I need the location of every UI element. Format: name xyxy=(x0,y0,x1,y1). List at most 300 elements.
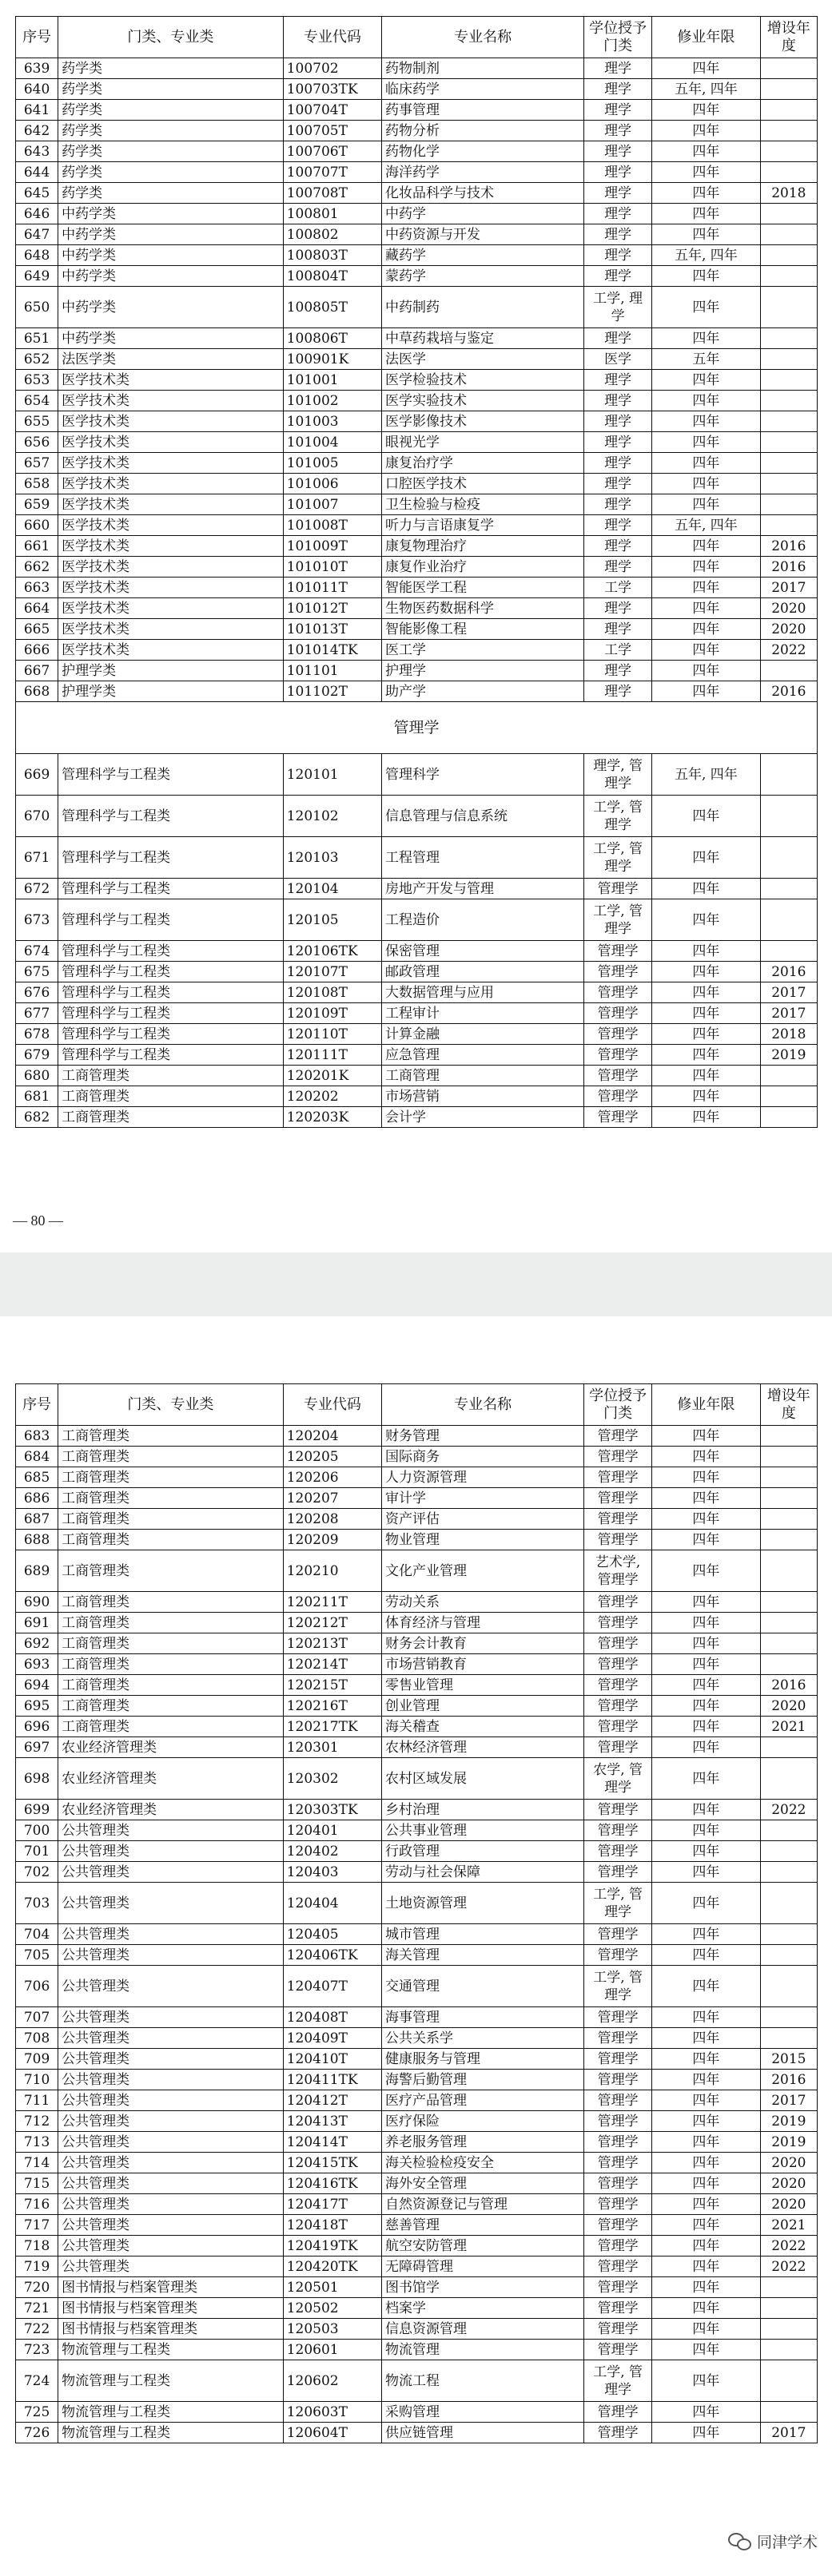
row-code: 101011T xyxy=(283,578,381,598)
majors-table-page-80 xyxy=(15,16,818,1128)
table-row xyxy=(16,1820,818,1841)
row-category: 工商管理类 xyxy=(58,1550,284,1592)
row-seq: 686 xyxy=(16,1488,58,1509)
row-years: 四年 xyxy=(652,1883,761,1924)
row-added: 2022 xyxy=(760,640,817,661)
row-category: 工商管理类 xyxy=(58,1086,284,1107)
row-category: 公共管理类 xyxy=(58,2153,284,2173)
row-category: 图书情报与档案管理类 xyxy=(58,2298,284,2319)
row-category: 中药学类 xyxy=(58,266,284,287)
row-code: 101008T xyxy=(283,515,381,536)
row-seq: 669 xyxy=(16,754,58,796)
row-name: 海事管理 xyxy=(381,2007,583,2028)
row-name: 医疗产品管理 xyxy=(381,2090,583,2111)
row-years: 四年 xyxy=(652,598,761,619)
row-code: 120405 xyxy=(283,1924,381,1945)
row-code: 120103 xyxy=(283,837,381,879)
row-added xyxy=(760,1613,817,1633)
row-category: 医学技术类 xyxy=(58,557,284,578)
header-seq: 序号 xyxy=(16,17,58,58)
row-code: 120105 xyxy=(283,899,381,941)
row-added xyxy=(760,2340,817,2360)
row-degree: 理学 xyxy=(584,432,652,453)
table-row xyxy=(16,2402,818,2423)
row-seq: 683 xyxy=(16,1426,58,1447)
row-seq: 687 xyxy=(16,1509,58,1530)
row-name: 供应链管理 xyxy=(381,2423,583,2443)
row-added xyxy=(760,266,817,287)
page-gap xyxy=(0,1252,832,1316)
row-added: 2016 xyxy=(760,2070,817,2090)
row-degree: 管理学 xyxy=(584,1841,652,1862)
row-added xyxy=(760,879,817,899)
row-code: 120111T xyxy=(283,1045,381,1066)
row-years: 四年 xyxy=(652,962,761,982)
row-name: 会计学 xyxy=(381,1107,583,1128)
row-category: 物流管理与工程类 xyxy=(58,2423,284,2443)
table-row xyxy=(16,1717,818,1737)
row-category: 工商管理类 xyxy=(58,1675,284,1696)
row-seq: 691 xyxy=(16,1613,58,1633)
row-category: 公共管理类 xyxy=(58,1841,284,1862)
row-seq: 666 xyxy=(16,640,58,661)
row-category: 工商管理类 xyxy=(58,1530,284,1550)
row-degree: 管理学 xyxy=(584,2256,652,2277)
row-category: 药学类 xyxy=(58,79,284,100)
row-degree: 管理学 xyxy=(584,2111,652,2132)
row-degree: 工学 xyxy=(584,640,652,661)
row-name: 海外安全管理 xyxy=(381,2173,583,2194)
row-added: 2021 xyxy=(760,2215,817,2236)
row-seq: 717 xyxy=(16,2215,58,2236)
row-added: 2020 xyxy=(760,619,817,640)
row-code: 120414T xyxy=(283,2132,381,2153)
row-seq: 647 xyxy=(16,224,58,245)
row-years: 五年, 四年 xyxy=(652,754,761,796)
row-name: 公共关系学 xyxy=(381,2028,583,2049)
row-seq: 702 xyxy=(16,1862,58,1883)
row-category: 中药学类 xyxy=(58,204,284,224)
row-category: 医学技术类 xyxy=(58,411,284,432)
row-code: 101010T xyxy=(283,557,381,578)
row-category: 药学类 xyxy=(58,141,284,162)
table-row xyxy=(16,2236,818,2256)
row-added xyxy=(760,204,817,224)
row-years: 四年 xyxy=(652,1800,761,1820)
row-years: 四年 xyxy=(652,2215,761,2236)
table-row xyxy=(16,754,818,796)
row-name: 文化产业管理 xyxy=(381,1550,583,1592)
row-name: 财务会计教育 xyxy=(381,1633,583,1654)
row-years: 四年 xyxy=(652,2277,761,2298)
row-code: 120409T xyxy=(283,2028,381,2049)
row-added xyxy=(760,1945,817,1966)
row-added xyxy=(760,1883,817,1924)
row-code: 100707T xyxy=(283,162,381,183)
row-seq: 673 xyxy=(16,899,58,941)
row-degree: 管理学 xyxy=(584,941,652,962)
row-seq: 708 xyxy=(16,2028,58,2049)
row-seq: 662 xyxy=(16,557,58,578)
row-category: 公共管理类 xyxy=(58,2173,284,2194)
row-degree: 管理学 xyxy=(584,1003,652,1024)
row-years: 四年 xyxy=(652,474,761,494)
row-category: 护理学类 xyxy=(58,661,284,681)
row-added xyxy=(760,474,817,494)
row-added xyxy=(760,2360,817,2402)
row-category: 中药学类 xyxy=(58,224,284,245)
row-seq: 711 xyxy=(16,2090,58,2111)
row-years: 四年 xyxy=(652,1633,761,1654)
row-degree: 管理学 xyxy=(584,2319,652,2340)
row-name: 智能影像工程 xyxy=(381,619,583,640)
table-row xyxy=(16,2340,818,2360)
row-name: 交通管理 xyxy=(381,1966,583,2007)
table-row xyxy=(16,1592,818,1613)
row-name: 农村区域发展 xyxy=(381,1758,583,1800)
row-degree: 管理学 xyxy=(584,2423,652,2443)
row-added: 2016 xyxy=(760,681,817,702)
row-category: 管理科学与工程类 xyxy=(58,754,284,796)
row-seq: 667 xyxy=(16,661,58,681)
row-years: 四年 xyxy=(652,1024,761,1045)
page-81 xyxy=(0,1316,832,2576)
table-row xyxy=(16,432,818,453)
row-name: 自然资源登记与管理 xyxy=(381,2194,583,2215)
row-name: 物流管理 xyxy=(381,2340,583,2360)
row-years: 四年 xyxy=(652,370,761,391)
row-name: 信息管理与信息系统 xyxy=(381,796,583,837)
row-degree: 理学 xyxy=(584,494,652,515)
row-code: 120214T xyxy=(283,1654,381,1675)
row-seq: 718 xyxy=(16,2236,58,2256)
table-row xyxy=(16,557,818,578)
row-code: 120416TK xyxy=(283,2173,381,2194)
row-category: 公共管理类 xyxy=(58,2007,284,2028)
row-added: 2019 xyxy=(760,1045,817,1066)
row-seq: 650 xyxy=(16,287,58,328)
row-years: 四年 xyxy=(652,1675,761,1696)
row-code: 120411TK xyxy=(283,2070,381,2090)
row-added: 2016 xyxy=(760,536,817,557)
table-row xyxy=(16,162,818,183)
row-added xyxy=(760,1447,817,1467)
row-added xyxy=(760,370,817,391)
row-added: 2016 xyxy=(760,1675,817,1696)
header-name: 专业名称 xyxy=(381,17,583,58)
row-name: 海关稽查 xyxy=(381,1717,583,1737)
row-category: 药学类 xyxy=(58,58,284,79)
row-name: 医学影像技术 xyxy=(381,411,583,432)
row-seq: 688 xyxy=(16,1530,58,1550)
row-category: 医学技术类 xyxy=(58,432,284,453)
row-category: 工商管理类 xyxy=(58,1467,284,1488)
row-added xyxy=(760,2298,817,2319)
row-added: 2022 xyxy=(760,2236,817,2256)
row-seq: 661 xyxy=(16,536,58,557)
row-years: 四年 xyxy=(652,494,761,515)
table-row xyxy=(16,1924,818,1945)
row-code: 120204 xyxy=(283,1426,381,1447)
table-row xyxy=(16,1086,818,1107)
row-category: 公共管理类 xyxy=(58,2111,284,2132)
row-degree: 艺术学, 管理学 xyxy=(584,1550,652,1592)
row-name: 助产学 xyxy=(381,681,583,702)
row-name: 慈善管理 xyxy=(381,2215,583,2236)
row-name: 乡村治理 xyxy=(381,1800,583,1820)
row-seq: 680 xyxy=(16,1066,58,1086)
table-row xyxy=(16,494,818,515)
row-name: 计算金融 xyxy=(381,1024,583,1045)
row-name: 康复作业治疗 xyxy=(381,557,583,578)
row-code: 120401 xyxy=(283,1820,381,1841)
row-degree: 管理学 xyxy=(584,1717,652,1737)
row-code: 120402 xyxy=(283,1841,381,1862)
row-added xyxy=(760,661,817,681)
row-years: 四年 xyxy=(652,2173,761,2194)
row-category: 管理科学与工程类 xyxy=(58,899,284,941)
row-category: 公共管理类 xyxy=(58,1966,284,2007)
row-category: 药学类 xyxy=(58,162,284,183)
row-years: 四年 xyxy=(652,58,761,79)
row-name: 中药资源与开发 xyxy=(381,224,583,245)
row-seq: 668 xyxy=(16,681,58,702)
row-added xyxy=(760,515,817,536)
row-degree: 理学 xyxy=(584,121,652,141)
row-seq: 644 xyxy=(16,162,58,183)
table-row xyxy=(16,141,818,162)
row-category: 公共管理类 xyxy=(58,2194,284,2215)
row-code: 120419TK xyxy=(283,2236,381,2256)
table-row xyxy=(16,1530,818,1550)
row-years: 四年 xyxy=(652,837,761,879)
row-added xyxy=(760,1737,817,1758)
row-added xyxy=(760,349,817,370)
row-category: 工商管理类 xyxy=(58,1613,284,1633)
row-degree: 管理学 xyxy=(584,1675,652,1696)
table-row xyxy=(16,474,818,494)
row-added xyxy=(760,287,817,328)
table-row xyxy=(16,879,818,899)
row-added: 2017 xyxy=(760,2423,817,2443)
row-name: 健康服务与管理 xyxy=(381,2049,583,2070)
row-seq: 719 xyxy=(16,2256,58,2277)
row-code: 100702 xyxy=(283,58,381,79)
row-added xyxy=(760,1066,817,1086)
table-row xyxy=(16,58,818,79)
header-seq: 序号 xyxy=(16,1384,58,1426)
row-code: 100901K xyxy=(283,349,381,370)
row-code: 101002 xyxy=(283,391,381,411)
row-seq: 682 xyxy=(16,1107,58,1128)
row-category: 管理科学与工程类 xyxy=(58,962,284,982)
row-degree: 管理学 xyxy=(584,1530,652,1550)
row-years: 四年 xyxy=(652,1086,761,1107)
table-row xyxy=(16,1107,818,1128)
row-seq: 652 xyxy=(16,349,58,370)
row-category: 农业经济管理类 xyxy=(58,1737,284,1758)
row-code: 120415TK xyxy=(283,2153,381,2173)
row-name: 体育经济与管理 xyxy=(381,1613,583,1633)
row-code: 120202 xyxy=(283,1086,381,1107)
row-code: 100705T xyxy=(283,121,381,141)
row-name: 口腔医学技术 xyxy=(381,474,583,494)
row-category: 中药学类 xyxy=(58,328,284,349)
table-row xyxy=(16,1447,818,1467)
row-name: 养老服务管理 xyxy=(381,2132,583,2153)
row-name: 卫生检验与检疫 xyxy=(381,494,583,515)
row-added xyxy=(760,2028,817,2049)
row-code: 120406TK xyxy=(283,1945,381,1966)
row-added: 2016 xyxy=(760,962,817,982)
row-code: 120210 xyxy=(283,1550,381,1592)
row-category: 图书情报与档案管理类 xyxy=(58,2277,284,2298)
row-name: 中草药栽培与鉴定 xyxy=(381,328,583,349)
row-added xyxy=(760,411,817,432)
row-code: 101007 xyxy=(283,494,381,515)
row-code: 120503 xyxy=(283,2319,381,2340)
row-degree: 管理学 xyxy=(584,879,652,899)
row-code: 101001 xyxy=(283,370,381,391)
row-code: 120102 xyxy=(283,796,381,837)
row-category: 工商管理类 xyxy=(58,1488,284,1509)
row-name: 行政管理 xyxy=(381,1841,583,1862)
row-seq: 701 xyxy=(16,1841,58,1862)
row-years: 四年 xyxy=(652,1820,761,1841)
row-name: 公共事业管理 xyxy=(381,1820,583,1841)
row-code: 100703TK xyxy=(283,79,381,100)
row-degree: 管理学 xyxy=(584,2277,652,2298)
row-name: 中药制药 xyxy=(381,287,583,328)
header-code: 专业代码 xyxy=(283,1384,381,1426)
row-name: 保密管理 xyxy=(381,941,583,962)
row-code: 101014TK xyxy=(283,640,381,661)
row-years: 四年 xyxy=(652,1467,761,1488)
table-row xyxy=(16,2277,818,2298)
row-added xyxy=(760,494,817,515)
row-seq: 713 xyxy=(16,2132,58,2153)
row-code: 100706T xyxy=(283,141,381,162)
table-row xyxy=(16,121,818,141)
row-years: 四年 xyxy=(652,899,761,941)
table-row xyxy=(16,2132,818,2153)
row-category: 药学类 xyxy=(58,121,284,141)
row-seq: 677 xyxy=(16,1003,58,1024)
row-seq: 639 xyxy=(16,58,58,79)
row-code: 120604T xyxy=(283,2423,381,2443)
row-degree: 理学 xyxy=(584,224,652,245)
row-category: 医学技术类 xyxy=(58,640,284,661)
row-category: 医学技术类 xyxy=(58,453,284,474)
row-years: 四年 xyxy=(652,2256,761,2277)
row-category: 公共管理类 xyxy=(58,2090,284,2111)
row-degree: 理学 xyxy=(584,391,652,411)
row-category: 公共管理类 xyxy=(58,1883,284,1924)
row-added xyxy=(760,245,817,266)
row-degree: 管理学 xyxy=(584,2007,652,2028)
header-name: 专业名称 xyxy=(381,1384,583,1426)
table-row xyxy=(16,941,818,962)
row-code: 120302 xyxy=(283,1758,381,1800)
row-name: 医学实验技术 xyxy=(381,391,583,411)
row-category: 农业经济管理类 xyxy=(58,1758,284,1800)
table-header-row xyxy=(16,1384,818,1426)
table-row xyxy=(16,1737,818,1758)
row-seq: 641 xyxy=(16,100,58,121)
row-seq: 653 xyxy=(16,370,58,391)
row-code: 120104 xyxy=(283,879,381,899)
row-code: 120602 xyxy=(283,2360,381,2402)
row-name: 采购管理 xyxy=(381,2402,583,2423)
header-years: 修业年限 xyxy=(652,17,761,58)
row-category: 护理学类 xyxy=(58,681,284,702)
row-years: 四年 xyxy=(652,1003,761,1024)
header-category: 门类、专业类 xyxy=(58,1384,284,1426)
row-category: 工商管理类 xyxy=(58,1696,284,1717)
row-seq: 704 xyxy=(16,1924,58,1945)
row-code: 120601 xyxy=(283,2340,381,2360)
row-seq: 723 xyxy=(16,2340,58,2360)
row-name: 创业管理 xyxy=(381,1696,583,1717)
table-row xyxy=(16,1758,818,1800)
row-added xyxy=(760,1550,817,1592)
row-category: 医学技术类 xyxy=(58,474,284,494)
row-degree: 理学 xyxy=(584,474,652,494)
row-degree: 管理学 xyxy=(584,2070,652,2090)
table-row xyxy=(16,796,818,837)
row-name: 药物制剂 xyxy=(381,58,583,79)
row-category: 公共管理类 xyxy=(58,2070,284,2090)
row-added xyxy=(760,1530,817,1550)
row-name: 信息资源管理 xyxy=(381,2319,583,2340)
row-name: 市场营销教育 xyxy=(381,1654,583,1675)
row-seq: 710 xyxy=(16,2070,58,2090)
row-added xyxy=(760,1966,817,2007)
row-years: 四年 xyxy=(652,661,761,681)
row-name: 工程造价 xyxy=(381,899,583,941)
row-added xyxy=(760,1509,817,1530)
row-degree: 管理学 xyxy=(584,1820,652,1841)
row-seq: 720 xyxy=(16,2277,58,2298)
table-row xyxy=(16,204,818,224)
row-degree: 管理学 xyxy=(584,2236,652,2256)
row-degree: 管理学 xyxy=(584,1654,652,1675)
row-seq: 684 xyxy=(16,1447,58,1467)
row-category: 管理科学与工程类 xyxy=(58,796,284,837)
row-code: 100805T xyxy=(283,287,381,328)
row-name: 法医学 xyxy=(381,349,583,370)
row-seq: 679 xyxy=(16,1045,58,1066)
row-added: 2020 xyxy=(760,2153,817,2173)
row-years: 四年 xyxy=(652,1066,761,1086)
row-name: 劳动与社会保障 xyxy=(381,1862,583,1883)
row-seq: 649 xyxy=(16,266,58,287)
row-degree: 理学 xyxy=(584,619,652,640)
row-seq: 700 xyxy=(16,1820,58,1841)
table-row xyxy=(16,619,818,640)
row-degree: 理学 xyxy=(584,100,652,121)
row-name: 药事管理 xyxy=(381,100,583,121)
row-years: 四年 xyxy=(652,391,761,411)
row-years: 四年 xyxy=(652,1862,761,1883)
row-years: 四年 xyxy=(652,2090,761,2111)
row-name: 管理科学 xyxy=(381,754,583,796)
row-name: 眼视光学 xyxy=(381,432,583,453)
row-years: 四年 xyxy=(652,204,761,224)
row-code: 120212T xyxy=(283,1613,381,1633)
row-name: 农林经济管理 xyxy=(381,1737,583,1758)
watermark-text: 同津学术 xyxy=(756,2534,818,2551)
